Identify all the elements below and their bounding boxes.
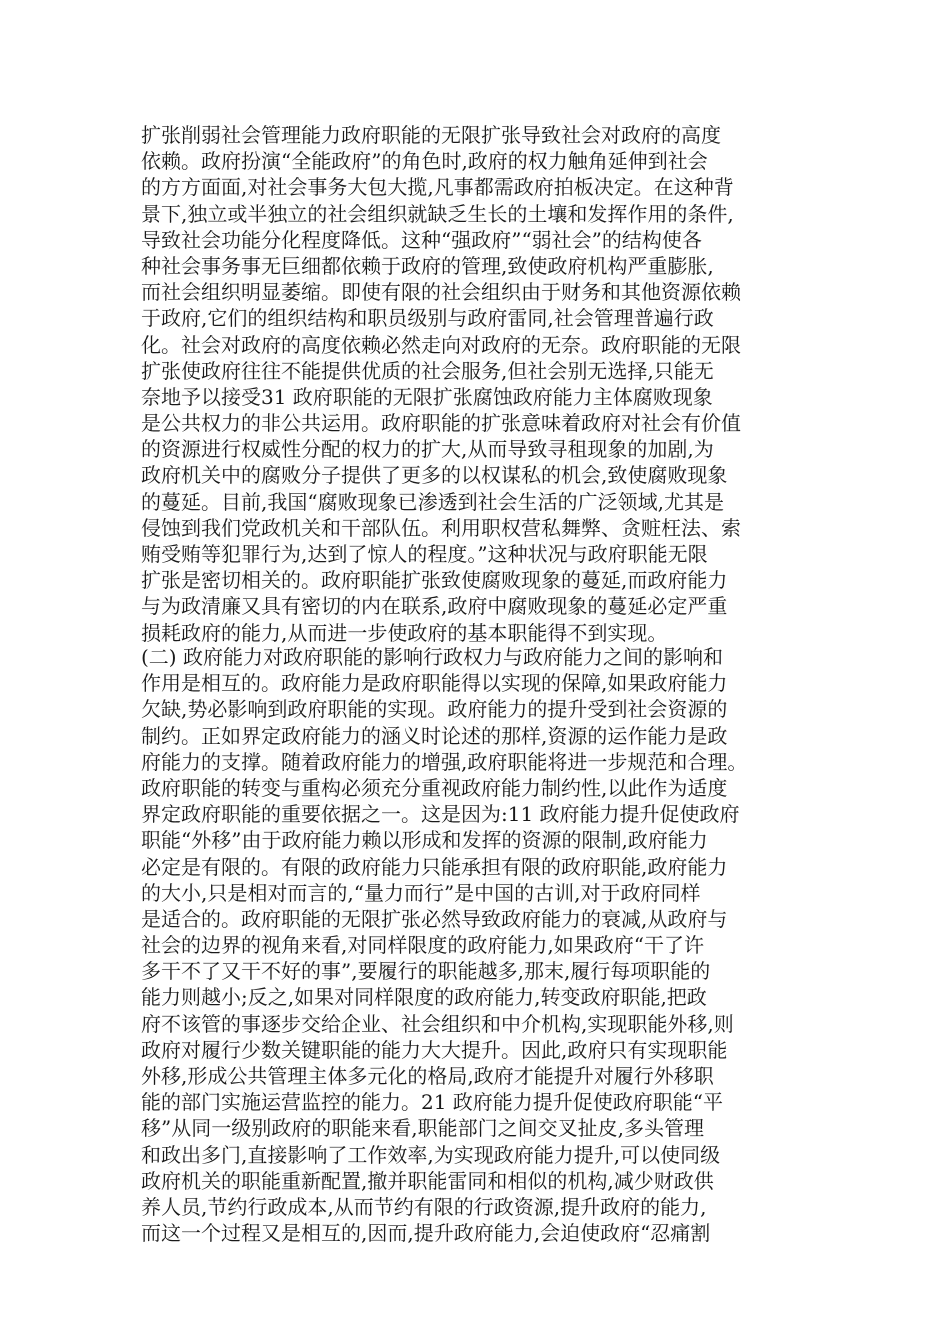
paragraph-2-line: 的大小,只是相对而言的,“量力而行”是中国的古训,对于政府同样 [141,880,701,905]
paragraph-1 [141,122,813,646]
paragraph-1-line: 导致社会功能分化程度降低。这种“强政府”“弱社会”的结构使各 [141,227,702,252]
paragraph-1-line: 景下,独立或半独立的社会组织就缺乏生长的土壤和发挥作用的条件, [141,201,734,226]
paragraph-2-line: (二) 政府能力对政府职能的影响行政权力与政府能力之间的影响和 [141,645,723,669]
paragraph-2-line: 移”从同一级别政府的职能来看,职能部门之间交叉扯皮,多头管理 [141,1116,704,1141]
paragraph-1-line: 而社会组织明显萎缩。即使有限的社会组织由于财务和其他资源依赖 [141,280,741,305]
paragraph-1-line: 的方方面面,对社会事务大包大揽,凡事都需政府拍板决定。在这种背 [141,175,734,200]
paragraph-2-line: 是适合的。政府职能的无限扩张必然导致政府能力的衰减,从政府与 [141,906,728,931]
paragraph-2-line: 多干不了又干不好的事”,要履行的职能越多,那末,履行每项职能的 [141,959,711,984]
paragraph-2-line: 欠缺,势必影响到政府职能的实现。政府能力的提升受到社会资源的 [141,697,728,722]
paragraph-1-line: 的蔓延。目前,我国“腐败现象已渗透到社会生活的广泛领域,尤其是 [141,489,724,514]
paragraph-2-line: 政府机关的职能重新配置,撤并职能雷同和相似的机构,减少财政供 [141,1168,714,1193]
paragraph-2-line: 而这一个过程又是相互的,因而,提升政府能力,会迫使政府“忍痛割 [141,1221,711,1246]
paragraph-1-line: 扩张使政府往往不能提供优质的社会服务,但社会别无选择,只能无 [141,358,714,383]
paragraph-1-line: 扩张是密切相关的。政府职能扩张致使腐败现象的蔓延,而政府能力 [141,568,728,593]
paragraph-2-line: 政府职能的转变与重构必须充分重视政府能力制约性,以此作为适度 [141,775,728,800]
paragraph-2-line: 和政出多门,直接影响了工作效率,为实现政府能力提升,可以使同级 [141,1142,721,1167]
paragraph-1-line: 的资源进行权威性分配的权力的扩大,从而导致寻租现象的加剧,为 [141,437,714,462]
paragraph-1-line: 化。社会对政府的高度依赖必然走向对政府的无奈。政府职能的无限 [141,332,741,357]
paragraph-2-line: 界定政府职能的重要依据之一。这是因为:11 政府能力提升促使政府 [141,802,740,827]
paragraph-2-line: 政府对履行少数关键职能的能力大大提升。因此,政府只有实现职能 [141,1037,728,1062]
paragraph-2-line: 府不该管的事逐步交给企业、社会组织和中介机构,实现职能外移,则 [141,1011,734,1036]
paragraph-1-line: 奈地予以接受31 政府职能的无限扩张腐蚀政府能力主体腐败现象 [141,384,713,409]
paragraph-1-line: 贿受贿等犯罪行为,达到了惊人的程度。”这种状况与政府职能无限 [141,542,708,566]
paragraph-2-line: 能的部门实施运营监控的能力。21 政府能力提升促使政府职能“平 [141,1090,724,1115]
paragraph-1-line: 于政府,它们的组织结构和职员级别与政府雷同,社会管理普遍行政 [141,306,714,331]
paragraph-1-line: 种社会事务事无巨细都依赖于政府的管理,致使政府机构严重膨胀, [141,253,714,278]
paragraph-2-line: 能力则越小;反之,如果对同样限度的政府能力,转变政府职能,把政 [141,985,707,1010]
paragraph-1-line: 政府机关中的腐败分子提供了更多的以权谋私的机会,致使腐败现象 [141,463,728,488]
paragraph-2-line: 府能力的支撑。随着政府能力的增强,政府职能将进一步规范和合理。 [141,749,748,774]
paragraph-2 [141,644,813,1246]
paragraph-2-line: 养人员,节约行政成本,从而节约有限的行政资源,提升政府的能力, [141,1194,707,1219]
paragraph-2-line: 作用是相互的。政府能力是政府职能得以实现的保障,如果政府能力 [141,671,728,696]
paragraph-2-line: 制约。正如界定政府能力的涵义时论述的那样,资源的运作能力是政 [141,723,728,748]
paragraph-2-line: 社会的边界的视角来看,对同样限度的政府能力,如果政府“干了许 [141,933,704,958]
paragraph-1-line: 扩张削弱社会管理能力政府职能的无限扩张导致社会对政府的高度 [141,123,721,147]
paragraph-2-line: 职能“外移”由于政府能力赖以形成和发挥的资源的限制,政府能力 [141,828,708,853]
paragraph-1-line: 是公共权力的非公共运用。政府职能的扩张意味着政府对社会有价值 [141,411,741,436]
paragraph-1-line: 损耗政府的能力,从而进一步使政府的基本职能得不到实现。 [141,620,668,645]
paragraph-1-line: 与为政清廉又具有密切的内在联系,政府中腐败现象的蔓延必定严重 [141,594,728,619]
paragraph-2-line: 必定是有限的。有限的政府能力只能承担有限的政府职能,政府能力 [141,854,728,879]
paragraph-2-line: 外移,形成公共管理主体多元化的格局,政府才能提升对履行外移职 [141,1064,714,1088]
paragraph-1-line: 依赖。政府扮演“全能政府”的角色时,政府的权力触角延伸到社会 [141,149,708,174]
paragraph-1-line: 侵蚀到我们党政机关和干部队伍。利用职权营私舞弊、贪赃枉法、索 [141,515,741,540]
